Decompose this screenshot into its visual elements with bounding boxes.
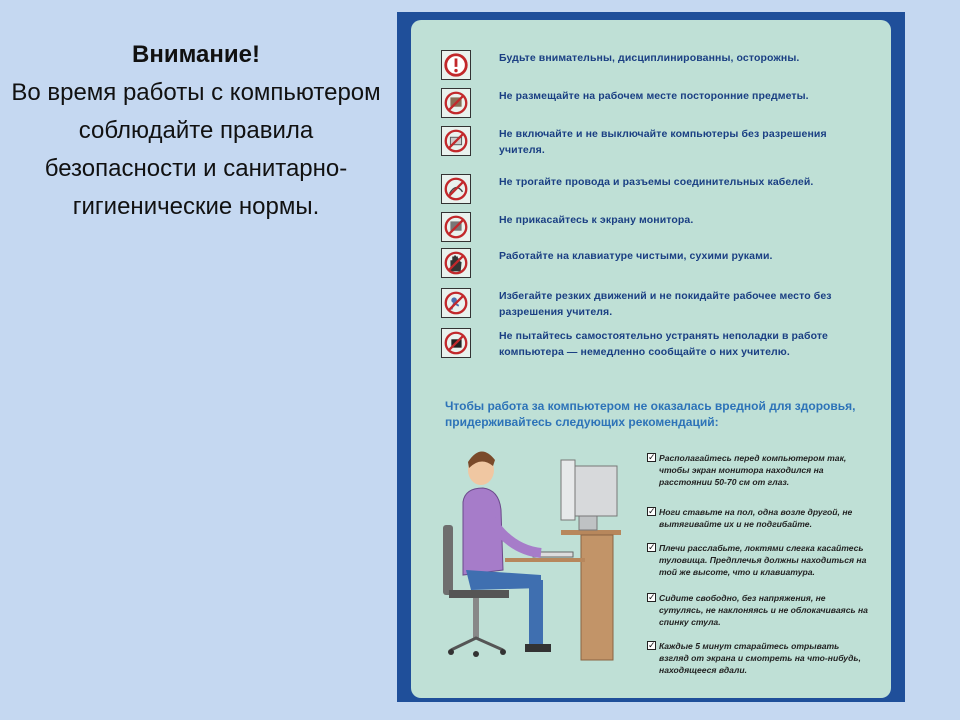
rule-text: Не прикасайтесь к экрану монитора. — [499, 214, 694, 226]
tip-text: Каждые 5 минут старайтесь отрывать взгляд от экрана и смотреть на что-нибудь, находящееся вдали. — [659, 641, 861, 675]
rule-text: Избегайте резких движений и не покидайте рабочее место без разрешения учителя. — [499, 290, 832, 318]
poster-panel — [411, 20, 891, 698]
slide-title — [10, 36, 382, 226]
recommendations-heading: Чтобы работа за компьютером не оказалась вредной для здоровья, придерживайтесь следующих рекомендаций: — [445, 399, 856, 429]
rule-text: Не включайте и не выключайте компьютеры без разрешения учителя. — [499, 128, 827, 156]
no-self-repair-icon — [441, 328, 471, 358]
workstation-illustration — [441, 440, 651, 675]
rule-text: Не пытайтесь самостоятельно устранять неполадки в работе компьютера — немедленно сообщайте о них учителю. — [499, 330, 828, 358]
warning-heading: Внимание! — [132, 41, 260, 68]
no-touch-screen-icon — [441, 212, 471, 242]
rule-text: Не размещайте на рабочем месте посторонние предметы. — [499, 90, 809, 102]
warning-body: Во время работы с компьютером соблюдайте правила безопасности и санитарно-гигиенические нормы. — [11, 79, 381, 220]
tip-text: Ноги ставьте на пол, одна возле другой, не вытягивайте их и не подгибайте. — [659, 507, 853, 529]
checkbox-icon: ✓ — [648, 640, 656, 650]
checkbox-icon: ✓ — [648, 506, 656, 516]
no-power-switch-icon — [441, 126, 471, 156]
checkbox-icon: ✓ — [648, 452, 656, 462]
no-objects-icon — [441, 88, 471, 118]
tip-text: Плечи расслабьте, локтями слегка касайтесь туловища. Предплечья должны находиться на той же высоте, что и клавиатура. — [659, 543, 867, 577]
no-sudden-moves-icon — [441, 288, 471, 318]
rule-text: Работайте на клавиатуре чистыми, сухими руками. — [499, 250, 773, 262]
tip-text: Располагайтесь перед компьютером так, чтобы экран монитора находился на расстоянии 50-70 см от глаз. — [659, 453, 847, 487]
clean-hands-icon — [441, 248, 471, 278]
rule-text: Не трогайте провода и разъемы соединительных кабелей. — [499, 176, 814, 188]
rule-text: Будьте внимательны, дисциплинированны, осторожны. — [499, 52, 800, 64]
exclamation-icon — [441, 50, 471, 80]
checkbox-icon: ✓ — [648, 592, 656, 602]
checkbox-icon: ✓ — [648, 542, 656, 552]
no-cables-icon — [441, 174, 471, 204]
tip-text: Сидите свободно, без напряжения, не сутулясь, не наклоняясь и не облокачиваясь на спинку стула. — [659, 593, 868, 627]
safety-poster — [397, 12, 905, 702]
